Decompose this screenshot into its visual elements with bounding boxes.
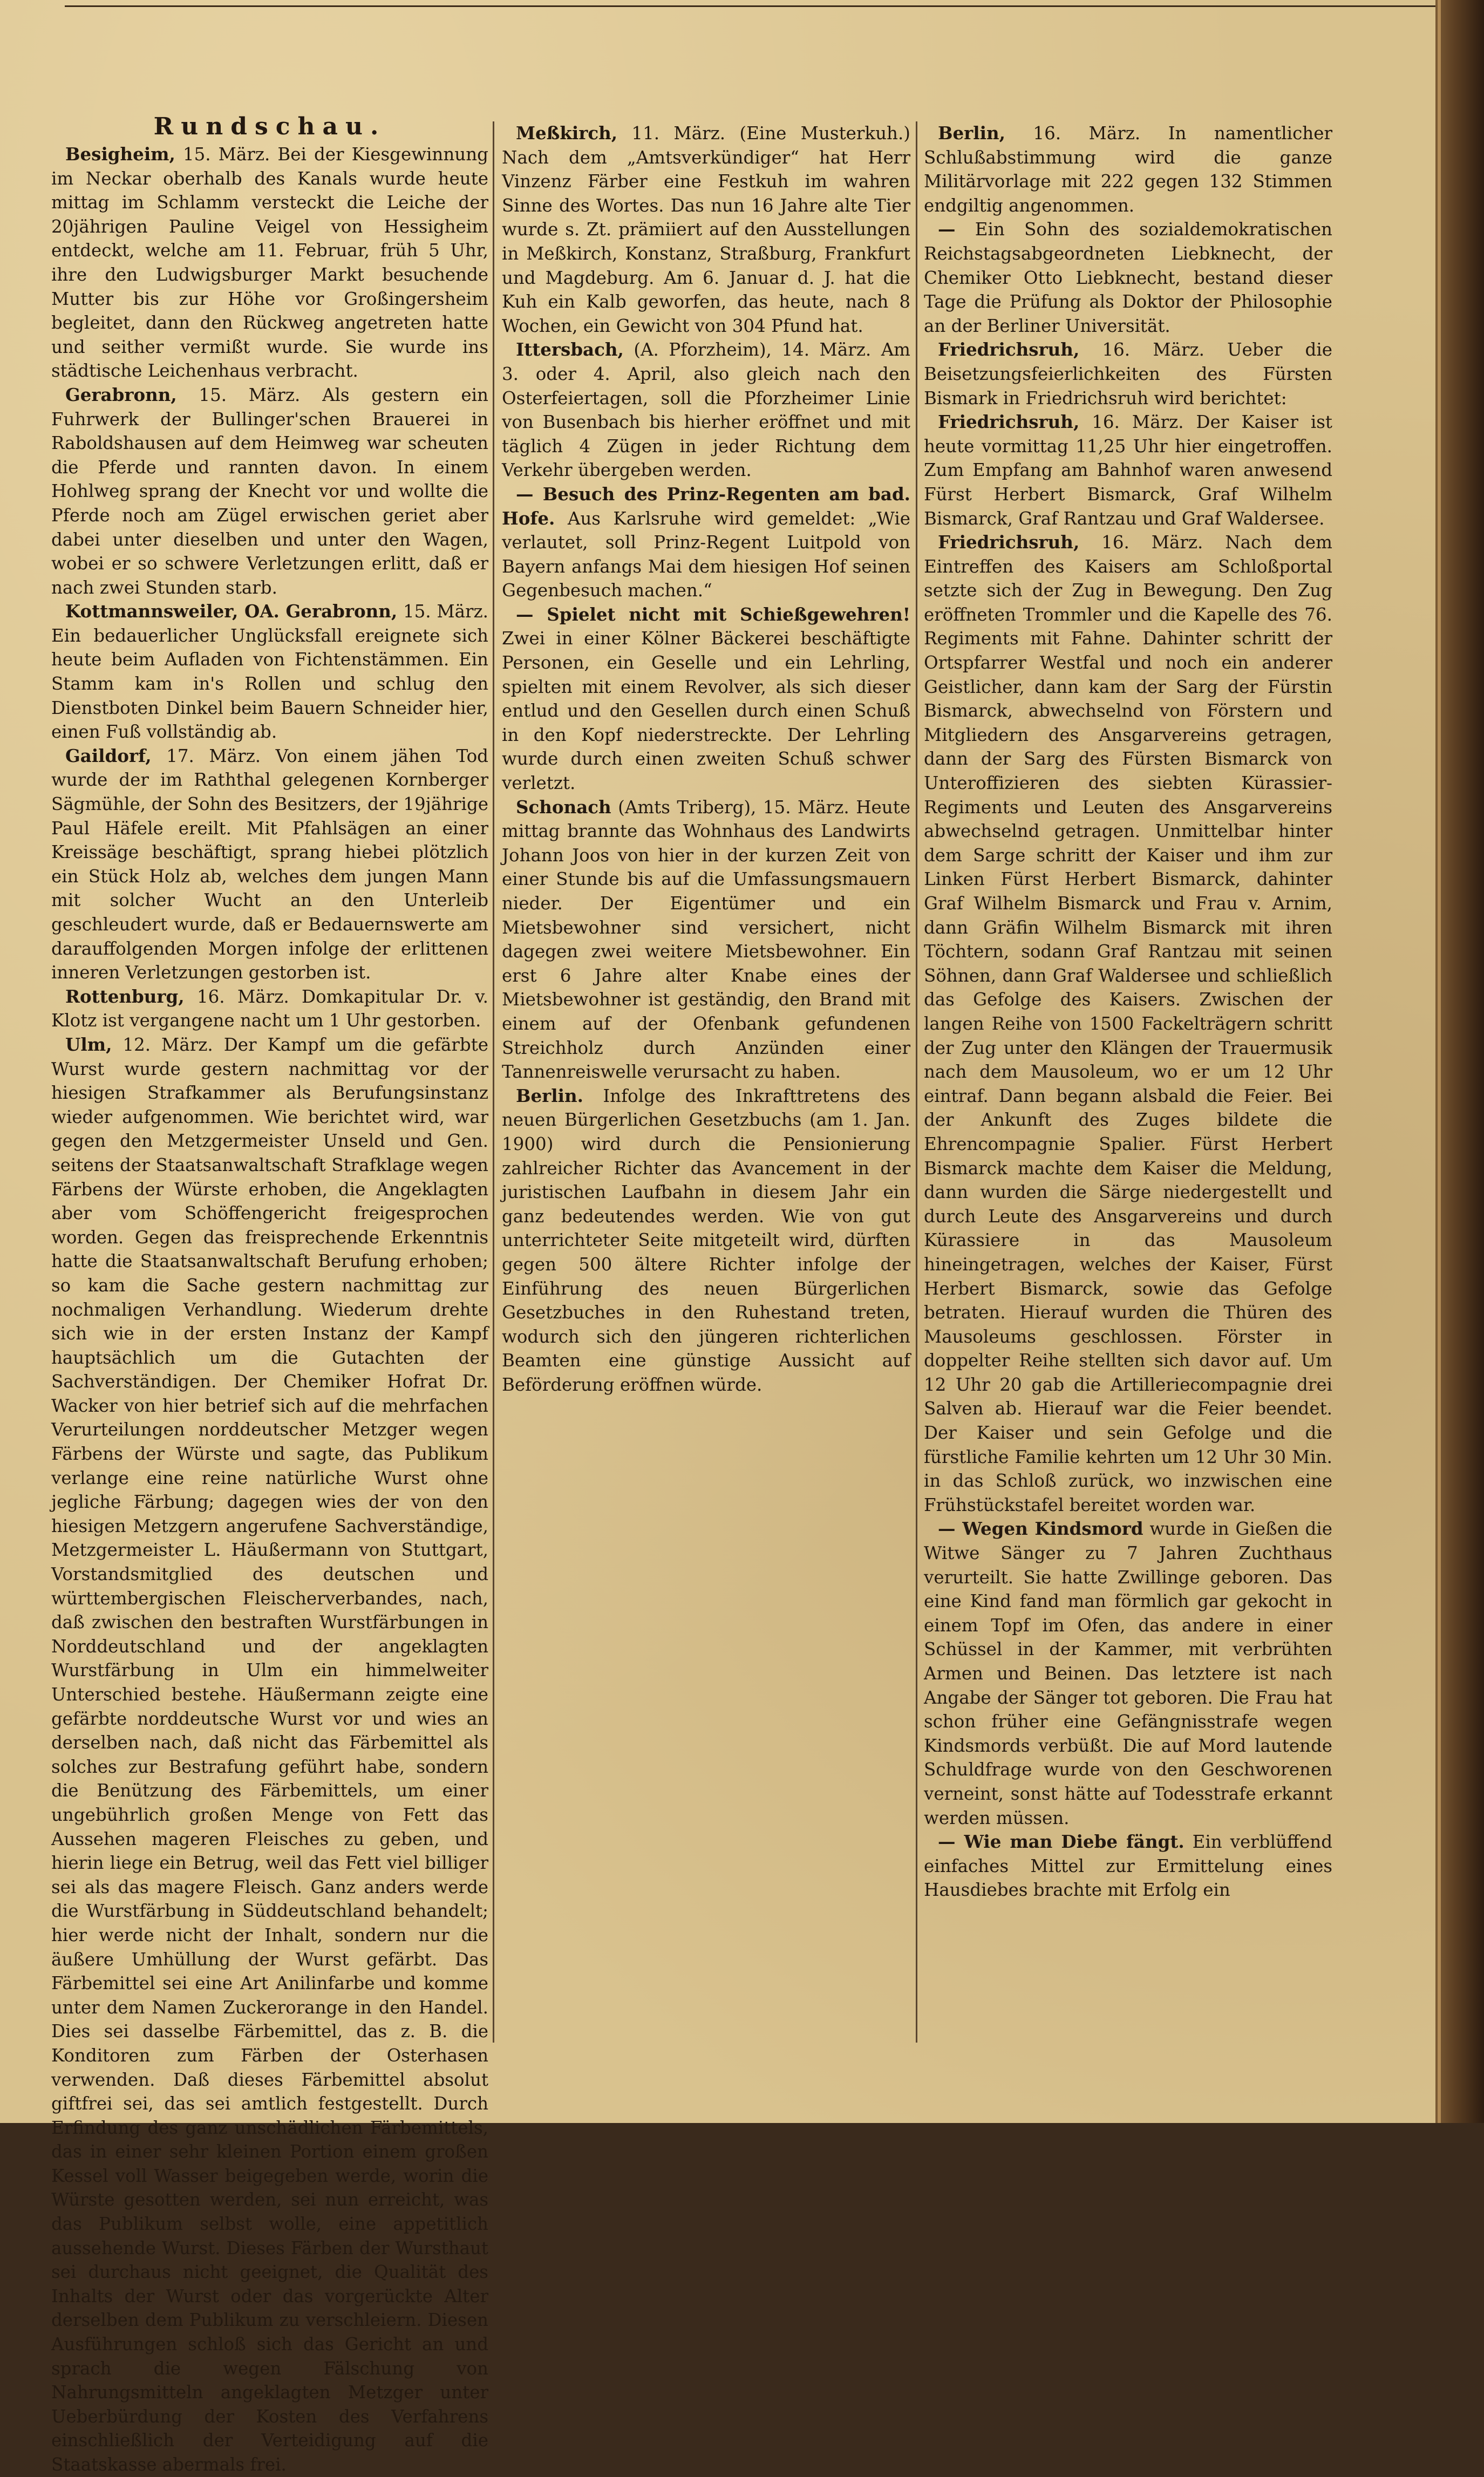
dateline: — Wie man Diebe fängt. [938, 1831, 1185, 1853]
news-item [924, 1830, 1332, 1902]
article-date: 16. März. [1101, 532, 1203, 553]
dateline: — Spielet nicht mit Schießgewehren! [516, 603, 910, 625]
article-body: Von einem jähen Tod wurde der im Raththal gelegenen Kornberger Sägmühle, der Sohn des Besitzers, der 19jährige Paul Häfele ereilt. Mit Pfahlsägen an einer Kreissäge beschäftigt, sprang hiebei plötzlich ein Stück Holz ab, welches dem jungen Mann mit solcher Wucht an den Unterleib geschleudert wurde, daß er Bedauernswerte am darauffolgenden Morgen infolge der erlittenen inneren Verletzungen gestorben ist. [51, 745, 488, 983]
news-item [51, 744, 488, 985]
dateline: Friedrichsruh, [938, 532, 1080, 553]
dateline: Ulm, [65, 1033, 112, 1055]
dateline: Berlin, [938, 123, 1005, 144]
dateline: Besigheim, [65, 144, 175, 165]
article-body: Als gestern ein Fuhrwerk der Bullinger'schen Brauerei in Raboldshausen auf dem Heimweg war scheuten die Pferde und rannten davon. In einem Hohlweg sprang der Knecht vor und wollte die Pferde noch am Zügel erwischen geriet aber dabei unter dieselben und unter den Wagen, wobei er so schwere Verletzungen erlitt, daß er nach zwei Stunden starb. [51, 384, 488, 598]
news-item [502, 603, 910, 795]
binding-edge [1438, 0, 1441, 2123]
article-body: In namentlicher Schlußabstimmung wird die ganze Militärvorlage mit 222 gegen 132 Stimmen endgiltig angenommen. [924, 123, 1332, 216]
article-date: 15. März. [182, 144, 270, 165]
news-item [924, 530, 1332, 1517]
news-item [924, 338, 1332, 410]
dateline: Kottmannsweiler, OA. Gerabronn, [65, 601, 398, 622]
news-item [51, 1033, 488, 2477]
article-date: 17. März. [166, 745, 261, 766]
article-date: (Amts Triberg), 15. März. [618, 797, 849, 818]
article-date: 16. März. [1102, 339, 1204, 360]
dateline: Friedrichsruh, [938, 411, 1080, 433]
article-body: wurde in Gießen die Witwe Sänger zu 7 Jahren Zuchthaus verurteilt. Sie hatte Zwillinge geboren. Das eine Kind fand man förmlich gar gekocht in einem Topf im Ofen, das andere in einer Schüssel in der Kammer, mit verbrühten Armen und Beinen. Das letztere ist nach Angabe der Sänger tot geboren. Die Frau hat schon früher eine Gefängnisstrafe wegen Kindsmords verbüßt. Die auf Mord lautende Schuldfrage wurde von den Geschworenen verneint, sonst hätte auf Todesstrafe erkannt werden müssen. [924, 1519, 1332, 1828]
news-item [502, 1084, 910, 1397]
news-item [51, 383, 488, 600]
article-body: Bei der Kiesgewinnung im Neckar oberhalb des Kanals wurde heute mittag im Schlamm versteckt die Leiche der 20jährigen Pauline Veigel von Hessigheim entdeckt, welche am 11. Februar, früh 5 Uhr, ihre den Ludwigsburger Markt besuchende Mutter bis zur Höhe vor Großingersheim begleitet, dann den Rückweg angetreten hatte und seither vermißt wurde. Sie wurde ins städtische Leichenhaus verbracht. [51, 144, 488, 382]
article-body: Der Kampf um die gefärbte Wurst wurde gestern nachmittag vor der hiesigen Strafkammer als Berufungsinstanz wieder aufgenommen. Wie berichtet wird, war gegen den Metzgermeister Unseld und Gen. seitens der Staatsanwaltschaft Strafklage wegen Färbens der Würste erhoben, die Angeklagten aber vom Schöffengericht freigesprochen worden. Gegen das freisprechende Erkenntnis hatte die Staatsanwaltschaft Berufung erhoben; so kam die Sache gestern nachmittag zur nochmaligen Verhandlung. Wiederum drehte sich wie in der ersten Instanz der Kampf hauptsächlich um die Gutachten der Sachverständigen. Der Chemiker Hofrat Dr. Wacker von hier betrief sich auf die mehrfachen Verurteilungen norddeutscher Metzger wegen Färbens der Würste und sagte, das Publikum verlange eine reine natürliche Wurst ohne jegliche Färbung; dagegen wies der von den hiesigen Metzgern angerufene Sachverständige, Metzgermeister L. Häußermann von Stuttgart, Vorstandsmitglied des deutschen und württembergischen Fleischerverbandes, nach, daß zwischen den bestraften Wurstfärbungen in Norddeutschland und der angeklagten Wurstfärbung in Ulm ein himmelweiter Unterschied bestehe. Häußermann zeigte eine gefärbte norddeutsche Wurst vor und wies an derselben nach, daß nicht das Färbemittel als solches zur Bestrafung geführt habe, sondern die Benützung des Färbemittels, um einer ungebührlich großen Menge von Fett das Aussehen mageren Fleisches zu geben, und hierin liege ein Betrug, weil das Fett viel billiger sei als das magere Fleisch. Ganz anders werde die Wurstfärbung in Süddeutschland behandelt; hier werde nicht der Inhalt, sondern nur die äußere Umhüllung der Wurst gefärbt. Das Färbemittel sei eine Art Anilinfarbe und komme unter dem Namen Zuckerorange in den Handel. Dies sei dasselbe Färbemittel, das z. B. die Konditoren zum Färben der Osterhasen verwenden. Daß dieses Färbemittel absolut giftfrei sei, das sei amtlich festgestellt. Durch Erfindung des ganz unschädlichen Färbemittels, das in einer sehr kleinen Portion einem großen Kessel voll Wasser beigegeben werde, worin die Würste gesotten werden, sei nun erreicht, was das Publikum selbst wolle, eine appetitlich aussehende Wurst. Dieses Färben der Wursthaut sei durchaus nicht geeignet, die Qualität des Inhalts der Wurst oder das vorgerückte Alter derselben dem Publikum zu verschleiern. Diesen Ausführungen schloß sich das Gericht an und sprach die wegen Fälschung von Nahrungsmitteln angeklagten Metzger unter Ueberbürdung der Kosten des Verfahrens einschließlich der Verteidigung auf die Staatskasse abermals frei. [51, 1034, 488, 2475]
article-body: Ein bedauerlicher Unglücksfall ereignete sich heute beim Aufladen von Fichtenstämmen. Ein Stamm kam in's Rollen und schlug den Dienstboten Dinkel beim Bauern Schneider hier, einen Fuß vollständig ab. [51, 625, 488, 743]
news-item [51, 985, 488, 1033]
dateline: Meßkirch, [516, 123, 618, 144]
article-date: 16. März. [196, 986, 289, 1007]
article-body: Infolge des Inkrafttretens des neuen Bürgerlichen Gesetzbuchs (am 1. Jan. 1900) wird durch die Pensionierung zahlreicher Richter das Avancement in der juristischen Laufbahn in diesem Jahr ein ganz bedeutendes werden. Wie von gut unterrichteter Seite mitgeteilt wird, dürften gegen 500 ältere Richter infolge der Einführung des neuen Bürgerlichen Gesetzbuches in den Ruhestand treten, wodurch sich den jüngeren richterlichen Beamten eine günstige Aussicht auf Beförderung eröffnen würde. [502, 1085, 910, 1395]
news-item [924, 410, 1332, 530]
article-date: 15. März. [403, 601, 488, 622]
dateline: Ittersbach, [516, 339, 624, 360]
news-item [51, 142, 488, 383]
article-body: Nach dem Eintreffen des Kaisers am Schloßportal setzte sich der Zug in Bewegung. Den Zug eröffneten Trommler und die Kapelle des 76. Regiments mit Fahne. Dahinter schritt der Ortspfarrer Westfal und noch ein anderer Geistlicher, dann kam der Sarg der Fürstin Bismarck, abwechselnd von Förstern und Mitgliedern des Ansgarvereins getragen, dann der Sarg des Fürsten Bismarck von Unteroffizieren des siebten Kürassier-Regiments und Leuten des Ansgarvereins abwechselnd getragen. Unmittelbar hinter dem Sarge schritt der Kaiser und ihm zur Linken Fürst Herbert Bismarck, dahinter Graf Wilhelm Bismarck und Frau v. Arnim, dann Gräfin Wilhelm Bismarck mit ihren Töchtern, sodann Graf Rantzau mit seinen Söhnen, dann Graf Waldersee und schließlich das Gefolge des Kaisers. Zwischen der langen Reihe von 1500 Fackelträgern schritt der Zug unter den Klängen der Trauermusik nach dem Mausoleum, wo er um 12 Uhr eintraf. Dann begann alsbald die Feier. Bei der Ankunft des Zuges bildete die Ehrencompagnie Spalier. Fürst Herbert Bismarck machte dem Kaiser die Meldung, dann wurden die Särge niedergestellt und durch Leute des Ansgarvereins und durch Kürassiere in das Mausoleum hineingetragen, welches der Kaiser, Fürst Herbert Bismarck, sowie das Gefolge betraten. Hierauf wurden die Thüren des Mausoleums geschlossen. Förster in doppelter Reihe stellten sich davor auf. Um 12 Uhr 20 gab die Artilleriecompagnie drei Salven ab. Hierauf war die Feier beendet. Der Kaiser und sein Gefolge und die fürstliche Familie kehrten um 12 Uhr 30 Min. in das Schloß zurück, wo inzwischen eine Frühstückstafel bereitet worden war. [924, 532, 1332, 1515]
article-body: Domkapitular Dr. v. Klotz ist vergangene nacht um 1 Uhr gestorben. [51, 986, 488, 1031]
top-rule [65, 5, 1435, 18]
article-date: 16. März. [1033, 123, 1141, 144]
article-date: 11. März. [631, 123, 726, 144]
article-date: 12. März. [122, 1034, 213, 1055]
column-1 [51, 113, 488, 2475]
dateline: Gerabronn, [65, 384, 177, 405]
news-item [924, 1517, 1332, 1830]
section-title: Rundschau. [153, 113, 386, 140]
dateline: Berlin. [516, 1085, 583, 1106]
news-item [924, 121, 1332, 217]
article-body: Ein Sohn des sozialdemokratischen Reichstagsabgeordneten Liebknecht, der Chemiker Otto Liebknecht, bestand dieser Tage die Prüfung als Doktor der Philosophie an der Berliner Universität. [924, 219, 1332, 336]
article-body: Ueber die Beisetzungsfeierlichkeiten des Fürsten Bismark in Friedrichsruh wird berichtet: [924, 339, 1332, 409]
column-2 [502, 121, 910, 2064]
dateline: — [938, 219, 956, 240]
news-item [502, 338, 910, 482]
article-date: 16. März. [1092, 412, 1184, 433]
article-date: (A. Pforzheim), 14. März. [634, 339, 872, 360]
article-date: 15. März. [199, 384, 301, 405]
news-item [924, 217, 1332, 338]
article-body: Der Kaiser ist heute vormittag 11,25 Uhr hier eingetroffen. Zum Empfang am Bahnhof waren anwesend Fürst Herbert Bismarck, Graf Wilhelm Bismarck, Graf Rantzau und Graf Waldersee. [924, 412, 1332, 529]
news-item [51, 600, 488, 744]
column-divider [493, 121, 494, 2043]
dateline: — Besuch des Prinz-Regenten am bad. Hofe. [502, 483, 910, 529]
column-3 [924, 121, 1332, 2064]
news-item [502, 795, 910, 1084]
article-body: Aus Karlsruhe wird gemeldet: „Wie verlautet, soll Prinz-Regent Luitpold von Bayern anfangs Mai dem hiesigen Hof seinen Gegenbesuch machen.“ [502, 508, 910, 601]
book-binding [1435, 0, 1484, 2123]
article-body: Zwei in einer Kölner Bäckerei beschäftigte Personen, ein Geselle und ein Lehrling, spielten mit einem Revolver, als sich dieser entlud und den Gesellen durch einen Schuß in den Kopf niederstreckte. Der Lehrling wurde durch einen zweiten Schuß schwer verletzt. [502, 628, 910, 794]
dateline: Rottenburg, [65, 985, 185, 1007]
news-item [502, 121, 910, 338]
news-item [502, 482, 910, 603]
article-body: Heute mittag brannte das Wohnhaus des Landwirts Johann Joos von hier in der kurzen Zeit von einer Stunde bis auf die Umfassungsmauern nieder. Der Eigentümer und ein Mietsbewohner sind versichert, nicht dagegen zwei weitere Mietsbewohner. Ein erst 6 Jahre alter Knabe eines der Mietsbewohner ist geständig, den Brand mit einem auf der Ofenbank gefundenen Streichholz durch Anzünden einer Tannenreiswelle verursacht zu haben. [502, 797, 910, 1083]
article-body: Am 3. oder 4. April, also gleich nach den Osterfeiertagen, soll die Pforzheimer Linie von Busenbach bis hierher eröffnet und mit täglich 4 Zügen in jeder Richtung dem Verkehr übergeben werden. [502, 339, 910, 481]
column-divider [916, 121, 917, 2043]
article-body: (Eine Musterkuh.) Nach dem „Amtsverkündiger“ hat Herr Vinzenz Färber eine Festkuh im wahren Sinne des Wortes. Das nun 16 Jahre alte Tier wurde s. Zt. prämiiert auf den Ausstellungen in Meßkirch, Konstanz, Straßburg, Frankfurt und Magdeburg. Am 6. Januar d. J. hat die Kuh ein Kalb geworfen, das heute, nach 8 Wochen, ein Gewicht von 304 Pfund hat. [502, 123, 910, 336]
dateline: Gaildorf, [65, 745, 152, 766]
dateline: — Wegen Kindsmord [938, 1518, 1143, 1540]
dateline: Schonach [516, 796, 611, 818]
dateline: Friedrichsruh, [938, 339, 1080, 360]
article-body: Ein verblüffend einfaches Mittel zur Ermittelung eines Hausdiebes brachte mit Erfolg ein [924, 1832, 1332, 1901]
